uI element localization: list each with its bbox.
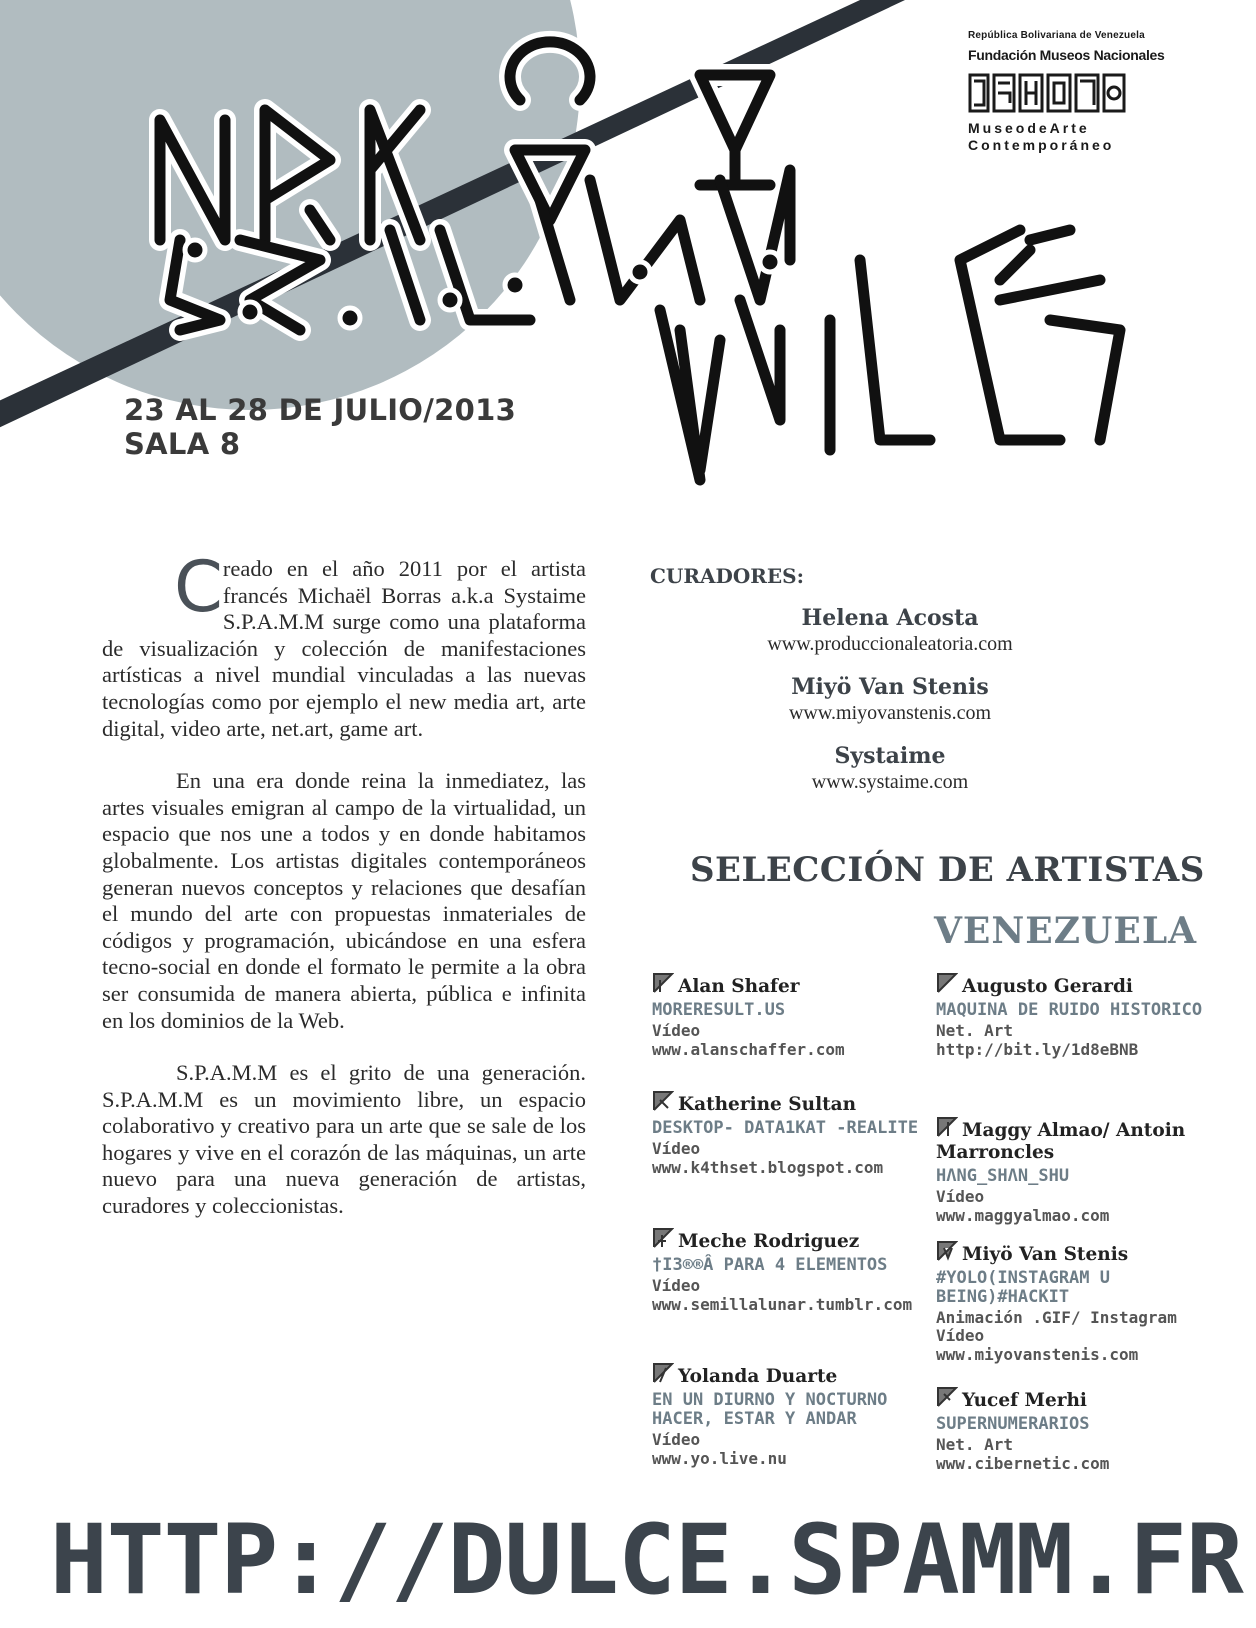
artist-url[interactable]: www.k4thset.blogspot.com xyxy=(652,1158,884,1177)
artist-work: EN UN DIURNO Y NOCTURNO HACER, ESTAR Y ANDAR xyxy=(652,1390,888,1429)
institution-line-2: Fundación Museos Nacionales xyxy=(968,47,1165,63)
artist-name: Maggy Almao/ Antoin Marroncles xyxy=(936,1120,1186,1163)
curators-heading: CURADORES: xyxy=(650,564,804,588)
artist-type: Animación .GIF/ Instagram Vídeo xyxy=(936,1308,1177,1345)
artist-entry xyxy=(652,972,932,1059)
curator-name: Helena Acosta xyxy=(801,605,979,631)
body-paragraph-1-text: reado en el año 2011 por el artista francés Michaël Borras a.k.a Systaime S.P.A.M.M surge como una plataforma de visualización y colección de manifestaciones artísticas a nivel mundial vinculadas a las nuevas tecnologías como por ejemplo el new media art, arte digital, video arte, net.art, game art. xyxy=(102,556,586,741)
museum-logo-icon xyxy=(968,71,1128,115)
curators-list xyxy=(690,604,1090,811)
artist-name: Yolanda Duarte xyxy=(678,1366,838,1387)
footer-url[interactable]: HTTP://DULCE.SPAMM.FR xyxy=(50,1504,1243,1616)
curator-name: Miyö Van Stenis xyxy=(791,674,989,700)
drop-cap: C xyxy=(174,546,223,628)
artist-glyph-icon xyxy=(652,972,674,994)
artist-entry xyxy=(936,1116,1216,1225)
decorative-circle xyxy=(0,0,580,410)
event-date: 23 AL 28 DE JULIO/2013 xyxy=(124,393,517,427)
artist-glyph-icon xyxy=(936,1116,958,1138)
institution-block xyxy=(968,30,1168,154)
artist-type: Net. Art xyxy=(936,1021,1014,1040)
artist-url[interactable]: www.miyovanstenis.com xyxy=(936,1345,1139,1364)
artist-url[interactable]: www.cibernetic.com xyxy=(936,1454,1110,1473)
event-info xyxy=(124,393,516,461)
body-text xyxy=(102,546,586,1246)
artist-glyph-icon xyxy=(652,1362,674,1384)
artist-work: MAQUINA DE RUIDO HISTORICO xyxy=(936,1000,1203,1020)
event-room: SALA 8 xyxy=(124,427,241,461)
artist-type: Net. Art xyxy=(936,1435,1014,1454)
artist-glyph-icon xyxy=(936,1386,958,1408)
artist-work: †I3®®Â PARA 4 ELEMENTOS xyxy=(652,1255,888,1275)
curator-name: Systaime xyxy=(834,743,946,769)
curator-url[interactable]: www.miyovanstenis.com xyxy=(788,702,991,724)
artist-work: HΛNG_SHΛN_SHU xyxy=(936,1166,1070,1186)
body-paragraph-1 xyxy=(102,546,586,742)
artist-type: Vídeo xyxy=(652,1021,701,1040)
artist-type: Vídeo xyxy=(652,1430,701,1449)
artist-entry xyxy=(652,1227,932,1314)
institution-line-3: MuseodeArte xyxy=(968,120,1090,136)
artist-entry xyxy=(652,1362,932,1468)
artist-entry xyxy=(936,1386,1216,1473)
curator-item xyxy=(690,673,1090,725)
artist-url[interactable]: http://bit.ly/1d8eBNB xyxy=(936,1040,1139,1059)
curator-url[interactable]: www.produccionaleatoria.com xyxy=(767,633,1013,655)
artist-entry xyxy=(936,1240,1216,1364)
institution-line-4: Contemporáneo xyxy=(968,137,1115,153)
artist-work: MORERESULT.US xyxy=(652,1000,786,1020)
artist-name: Meche Rodriguez xyxy=(678,1231,860,1252)
body-paragraph-2: En una era donde reina la inmediatez, las artes visuales emigran al campo de la virtualidad, un espacio que nos une a todos y en donde habitamos globalmente. Los artistas digitales contemporáneos generan nuevos conceptos y relaciones que desafían el mundo del arte con propuestas inmateriales de códigos y programación, ubicándose en una esfera tecno-social en donde el formato le permite a la obra ser consumida de manera abierta, pública e infinita en los dominios de la Web. xyxy=(102,768,586,1033)
artist-glyph-icon xyxy=(936,1240,958,1262)
curator-item xyxy=(690,742,1090,794)
artist-url[interactable]: www.alanschaffer.com xyxy=(652,1040,845,1059)
artist-work: SUPERNUMERARIOS xyxy=(936,1414,1090,1434)
artist-glyph-icon xyxy=(652,1227,674,1249)
artist-glyph-icon xyxy=(936,972,958,994)
country-heading: VENEZUELA xyxy=(934,910,1198,952)
curator-url[interactable]: www.systaime.com xyxy=(811,771,969,793)
artist-name: Yucef Merhi xyxy=(962,1390,1087,1411)
artist-url[interactable]: www.yo.live.nu xyxy=(652,1449,787,1468)
artist-url[interactable]: www.semillalunar.tumblr.com xyxy=(652,1295,913,1314)
artist-url[interactable]: www.maggyalmao.com xyxy=(936,1206,1110,1225)
artist-glyph-icon xyxy=(652,1090,674,1112)
artist-name: Miyö Van Stenis xyxy=(962,1244,1129,1265)
artist-type: Vídeo xyxy=(936,1187,985,1206)
selection-heading: SELECCIÓN DE ARTISTAS xyxy=(690,850,1205,890)
body-paragraph-3: S.P.A.M.M es el grito de una generación. S.P.A.M.M es un movimiento libre, un espacio colaborativo y creativo para un arte que se sale de los hogares y vive en el corazón de las máquinas, un arte nuevo para una nueva generación de artistas, curadores y coleccionistas. xyxy=(102,1060,586,1219)
artist-name: Alan Shafer xyxy=(678,976,800,997)
artist-entry xyxy=(936,972,1216,1059)
artist-type: Vídeo xyxy=(652,1139,701,1158)
artist-type: Vídeo xyxy=(652,1276,701,1295)
artist-work: #YOLO(INSTAGRAM U BEING)#HACKIT xyxy=(936,1268,1110,1307)
institution-line-1: República Bolivariana de Venezuela xyxy=(968,30,1145,41)
artist-entry xyxy=(652,1090,932,1177)
artist-name: Katherine Sultan xyxy=(678,1094,857,1115)
artist-name: Augusto Gerardi xyxy=(962,976,1133,997)
artist-work: DESKTOP- DATA1KAT -REALITE xyxy=(652,1118,919,1138)
curator-item xyxy=(690,604,1090,656)
